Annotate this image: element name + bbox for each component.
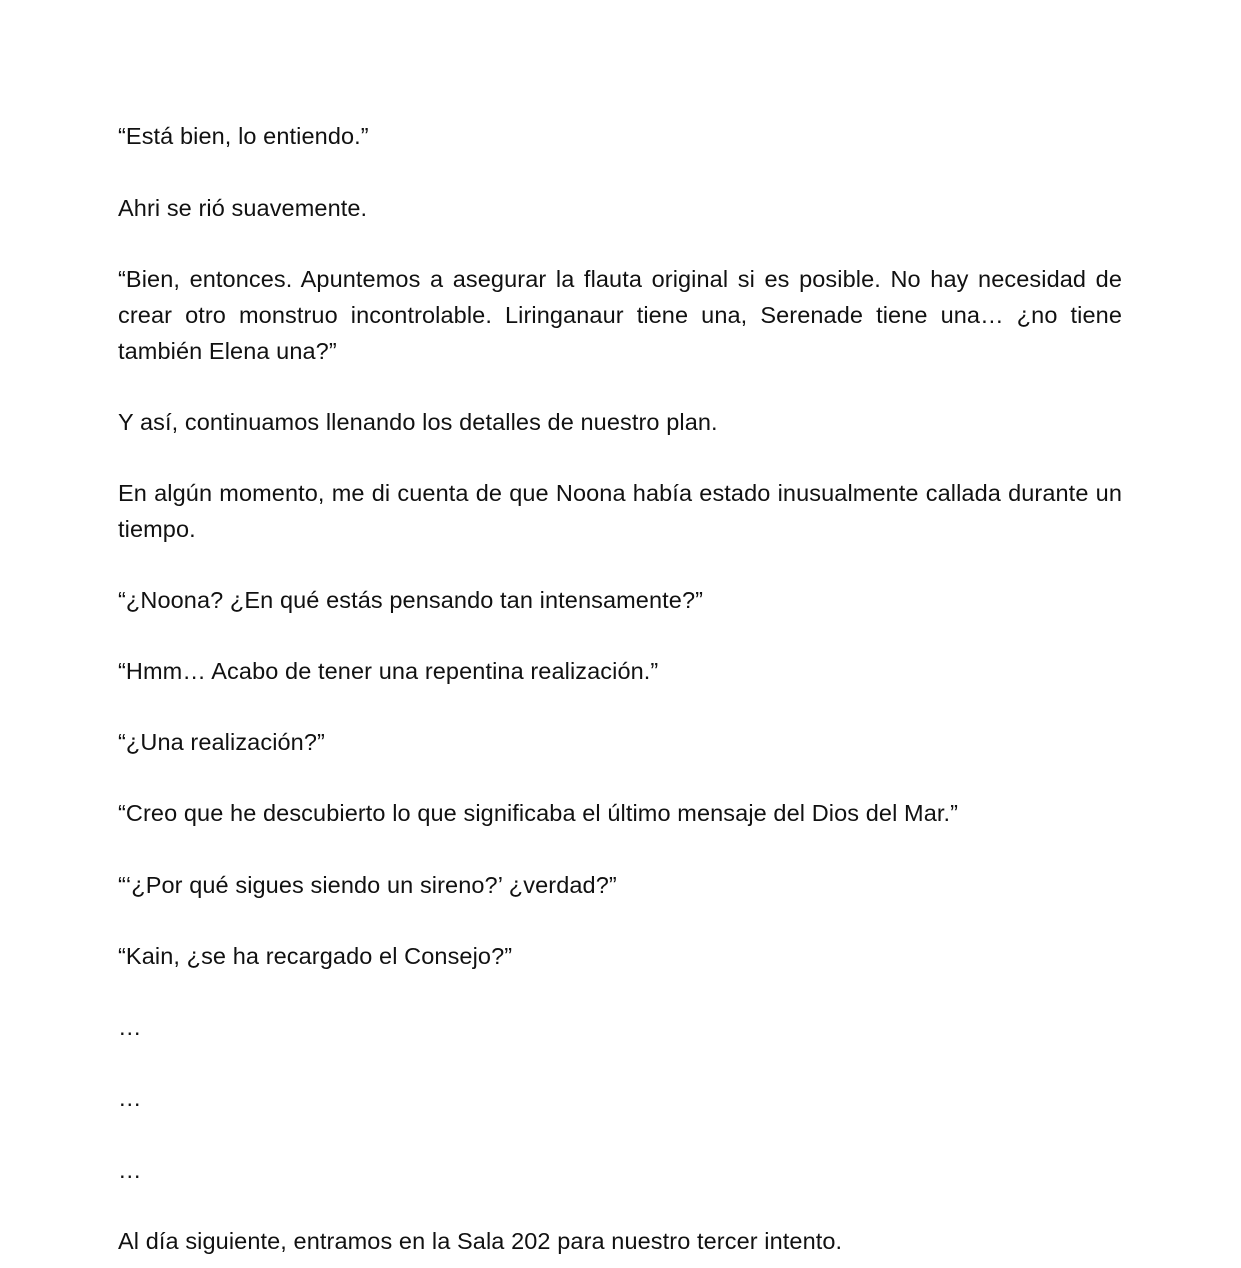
paragraph: “Kain, ¿se ha recargado el Consejo?” bbox=[118, 943, 513, 969]
ellipsis-break: … bbox=[118, 1014, 142, 1040]
ellipsis-break: … bbox=[118, 1085, 142, 1111]
paragraph: “‘¿Por qué sigues siendo un sireno?’ ¿verdad?” bbox=[118, 872, 617, 898]
paragraph: “Creo que he descubierto lo que significaba el último mensaje del Dios del Mar.” bbox=[118, 800, 959, 826]
paragraph: Al día siguiente, entramos en la Sala 202 para nuestro tercer intento. bbox=[118, 1228, 843, 1254]
paragraph: “Hmm… Acabo de tener una repentina realización.” bbox=[118, 658, 659, 684]
paragraph: En algún momento, me di cuenta de que Noona había estado inusualmente callada durante un tiempo. bbox=[118, 480, 1122, 542]
paragraph: Ahri se rió suavemente. bbox=[118, 195, 368, 221]
paragraph: “¿Una realización?” bbox=[118, 729, 325, 755]
ellipsis-break: … bbox=[118, 1157, 142, 1183]
paragraph: “¿Noona? ¿En qué estás pensando tan intensamente?” bbox=[118, 587, 704, 613]
paragraph: “Bien, entonces. Apuntemos a asegurar la flauta original si es posible. No hay necesidad de crear otro monstruo incontrolable. Liringanaur tiene una, Serenade tiene una… ¿no tiene también Elena una?” bbox=[118, 266, 1122, 364]
paragraph: “Está bien, lo entiendo.” bbox=[118, 123, 369, 149]
paragraph: Y así, continuamos llenando los detalles de nuestro plan. bbox=[118, 409, 718, 435]
